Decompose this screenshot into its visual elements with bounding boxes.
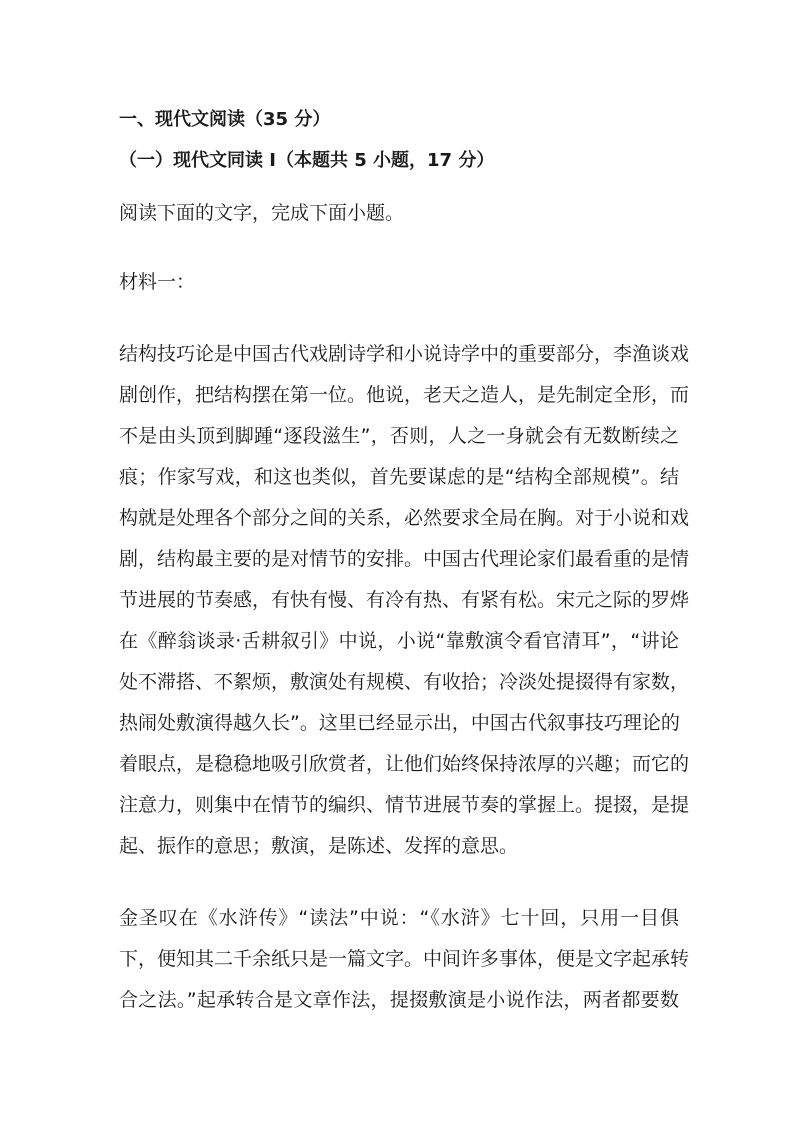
paragraph-line: 注意力，则集中在情节的编织、情节进展节奏的掌握上。提掇，是提 (119, 794, 690, 816)
paragraph-line: 合之法。”起承转合是文章作法，提掇敷演是小说作法，两者都要数 (119, 989, 679, 1011)
subsection-title: （一）现代文同读 I（本题共 5 小题，17 分） (119, 150, 495, 171)
paragraph-line: 着眼点，是稳稳地吸引欣赏者，让他们始终保持浓厚的兴趣；而它的 (119, 753, 690, 775)
paragraph-line: 剧创作，把结构摆在第一位。他说，老天之造人，是先制定全形，而 (119, 384, 690, 406)
paragraph-line: 剧，结构最主要的是对情节的安排。中国古代理论家们最看重的是情 (119, 548, 690, 570)
paragraph-line: 热闹处敷演得越久长”。这里已经显示出，中国古代叙事技巧理论的 (119, 712, 680, 734)
paragraph-line: 在《醉翁谈录·舌耕叙引》中说，小说“靠敷演令看官清耳”，“讲论 (119, 630, 679, 652)
paragraph-line: 金圣叹在《水浒传》“读法”中说：“《水浒》七十回，只用一目俱 (119, 907, 679, 929)
paragraph-line: 不是由头顶到脚踵“逐段滋生”，否则，人之一身就会有无数断续之 (119, 425, 679, 447)
paragraph-line: 构就是处理各个部分之间的关系，必然要求全局在胸。对于小说和戏 (119, 507, 690, 529)
paragraph-line: 起、振作的意思；敷演，是陈述、发挥的意思。 (119, 835, 519, 857)
paragraph-line: 痕；作家写戏，和这也类似，首先要谋虑的是“结构全部规模”。结 (119, 466, 679, 488)
paragraph-line: 结构技巧论是中国古代戏剧诗学和小说诗学中的重要部分，李渔谈戏 (119, 343, 690, 365)
instruction-text: 阅读下面的文字，完成下面小题。 (119, 202, 405, 224)
section-title: 一、现代文阅读（35 分） (119, 109, 331, 130)
paragraph-line: 处不滞搭、不絮烦，敷演处有规模、有收拾；冷淡处提掇得有家数， (119, 671, 690, 693)
material-label: 材料一： (119, 271, 196, 293)
paragraph-line: 节进展的节奏感，有快有慢、有冷有热、有紧有松。宋元之际的罗烨 (119, 589, 690, 611)
paragraph-line: 下，便知其二千余纸只是一篇文字。中间许多事体，便是文字起承转 (119, 948, 690, 970)
